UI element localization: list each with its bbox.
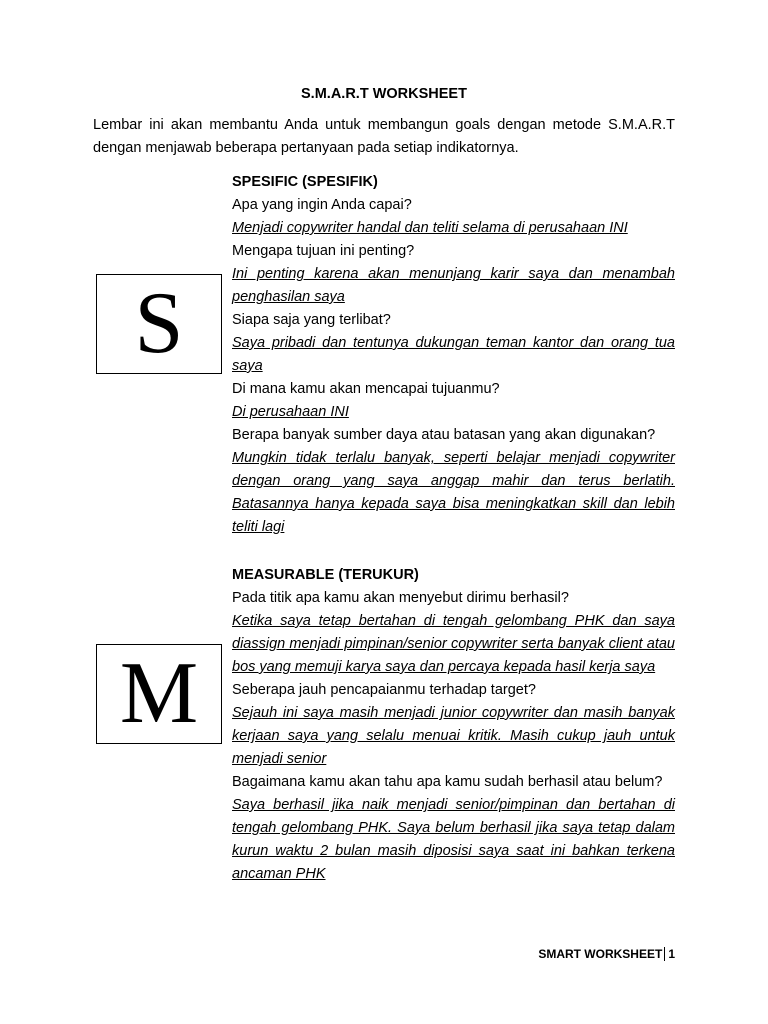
question: Siapa saja yang terlibat?: [232, 312, 391, 328]
page-footer: [538, 947, 675, 961]
page-number: 1: [668, 947, 675, 961]
answer: Menjadi copywriter handal dan teliti selama di perusahaan INI: [232, 220, 628, 236]
question: Mengapa tujuan ini penting?: [232, 243, 415, 259]
section-measurable: [232, 564, 675, 886]
question: Di mana kamu akan mencapai tujuanmu?: [232, 381, 500, 397]
section-heading: SPESIFIC (SPESIFIK): [232, 174, 378, 190]
answer: Ketika saya tetap bertahan di tengah gelombang PHK dan saya diassign menjadi pimpinan/senior copywriter serta banyak client atau bos yang memuji karya saya dan percaya kepada hasil kerja saya: [232, 613, 675, 675]
page-title: S.M.A.R.T WORKSHEET: [301, 86, 467, 102]
intro-paragraph: Lembar ini akan membantu Anda untuk membangun goals dengan metode S.M.A.R.T dengan menjawab beberapa pertanyaan pada setiap indikatornya.: [93, 117, 675, 156]
question: Bagaimana kamu akan tahu apa kamu sudah berhasil atau belum?: [232, 774, 663, 790]
footer-divider: [664, 947, 665, 961]
footer-label: SMART WORKSHEET: [538, 947, 663, 961]
answer: Saya berhasil jika naik menjadi senior/pimpinan dan bertahan di tengah gelombang PHK. Saya belum berhasil jika saya tetap dalam kurun waktu 2 bulan masih diposisi saya saat ini bahkan terkena ancaman PHK: [232, 797, 675, 882]
question: Berapa banyak sumber daya atau batasan yang akan digunakan?: [232, 427, 656, 443]
letter-box-s: S: [96, 274, 222, 374]
answer: Ini penting karena akan menunjang karir saya dan menambah penghasilan saya: [232, 266, 675, 305]
answer: Di perusahaan INI: [232, 404, 349, 420]
answer: Saya pribadi dan tentunya dukungan teman kantor dan orang tua saya: [232, 335, 675, 374]
question: Pada titik apa kamu akan menyebut dirimu berhasil?: [232, 590, 569, 606]
answer: Mungkin tidak terlalu banyak, seperti belajar menjadi copywriter dengan orang yang saya anggap mahir dan terus berlatih. Batasannya hanya kepada saya bisa meningkatkan skill dan lebih teliti lagi: [232, 450, 675, 535]
section-heading: MEASURABLE (TERUKUR): [232, 567, 419, 583]
question: Seberapa jauh pencapaianmu terhadap target?: [232, 682, 536, 698]
question: Apa yang ingin Anda capai?: [232, 197, 412, 213]
letter-box-m: M: [96, 644, 222, 744]
section-specific: [232, 171, 675, 539]
answer: Sejauh ini saya masih menjadi junior copywriter dan masih banyak kerjaan saya yang selalu menuai kritik. Masih cukup jauh untuk menjadi senior: [232, 705, 675, 767]
